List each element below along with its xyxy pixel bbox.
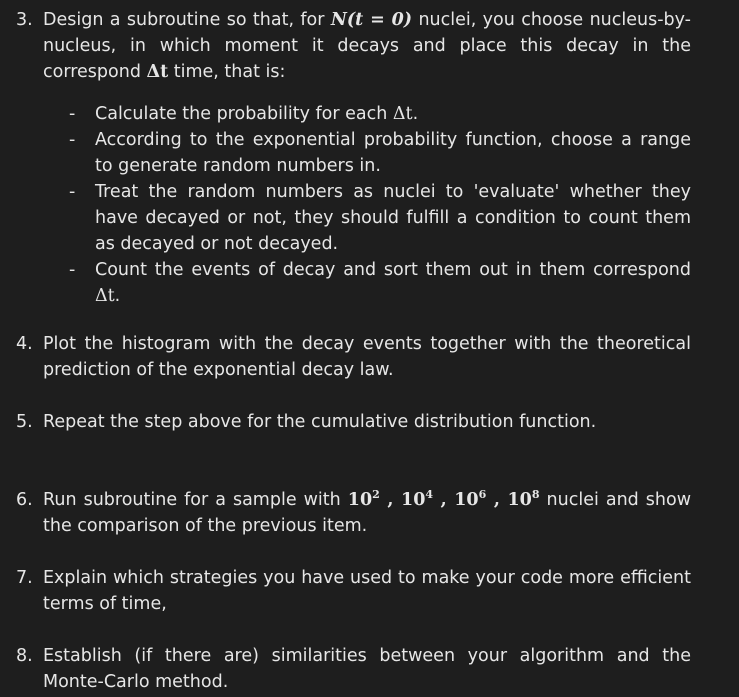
item-text: Establish (if there are) similarities between your algorithm and the Monte-Carlo method. [43, 646, 691, 692]
list-item-8 [16, 643, 691, 695]
math-initial-nuclei: N(t = 0) [330, 10, 413, 30]
list-item-6 [16, 487, 691, 539]
item-text: nuclei, you choose nucleus-by-nucleus, in which moment it decays and place this decay in the correspond [43, 10, 691, 82]
math-delta-t: Δt [146, 62, 169, 82]
item-number: 4. [16, 334, 33, 354]
math-sample-sizes: $10^2$ , $10^4$ , $10^6$ , $10^8$ [347, 488, 540, 510]
sub-item-text: . [412, 104, 419, 124]
item-text: Repeat the step above for the cumulative distribution function. [43, 412, 597, 432]
sub-list-item [69, 101, 691, 127]
math-delta-t: Δt [95, 286, 115, 306]
sub-item-text: Calculate the probability for each [95, 104, 393, 124]
item-text: nuclei and show the comparison of the previous item. [43, 490, 692, 536]
item-text: time, that is: [168, 62, 286, 82]
item-number: 3. [16, 10, 33, 30]
list-item-7 [16, 565, 691, 617]
sub-item-text: According to the exponential probability function, choose a range to generate random numbers in. [95, 130, 691, 176]
sub-list-item [69, 179, 691, 257]
sub-item-text: Treat the random numbers as nuclei to 'evaluate' whether they have decayed or not, they should fulfill a condition to count them as decayed or not decayed. [95, 182, 691, 254]
item-text: Run subroutine for a sample with [43, 490, 348, 510]
sub-list-item [69, 127, 691, 179]
list-item-5 [16, 409, 691, 435]
item-number: 8. [16, 646, 33, 666]
sub-item-text: . [114, 286, 121, 306]
item-number: 5. [16, 412, 33, 432]
dash-bullet: - [69, 182, 76, 202]
dash-bullet: - [69, 260, 76, 280]
item-number: 7. [16, 568, 33, 588]
sub-list-item [69, 257, 691, 309]
item-text: Explain which strategies you have used to make your code more efficient terms of time, [43, 568, 691, 614]
dash-bullet: - [69, 104, 76, 124]
item-text: Design a subroutine so that, for [43, 10, 331, 30]
dash-bullet: - [69, 130, 76, 150]
item-text: Plot the histogram with the decay events together with the theoretical prediction of the exponential decay law. [43, 334, 691, 380]
item-number: 6. [16, 490, 33, 510]
math-delta-t: Δt [392, 104, 413, 124]
sub-item-text: Count the events of decay and sort them out in them correspond [95, 260, 691, 280]
list-item-4 [16, 331, 691, 383]
sub-list [43, 101, 691, 309]
list-item-3 [16, 7, 691, 309]
